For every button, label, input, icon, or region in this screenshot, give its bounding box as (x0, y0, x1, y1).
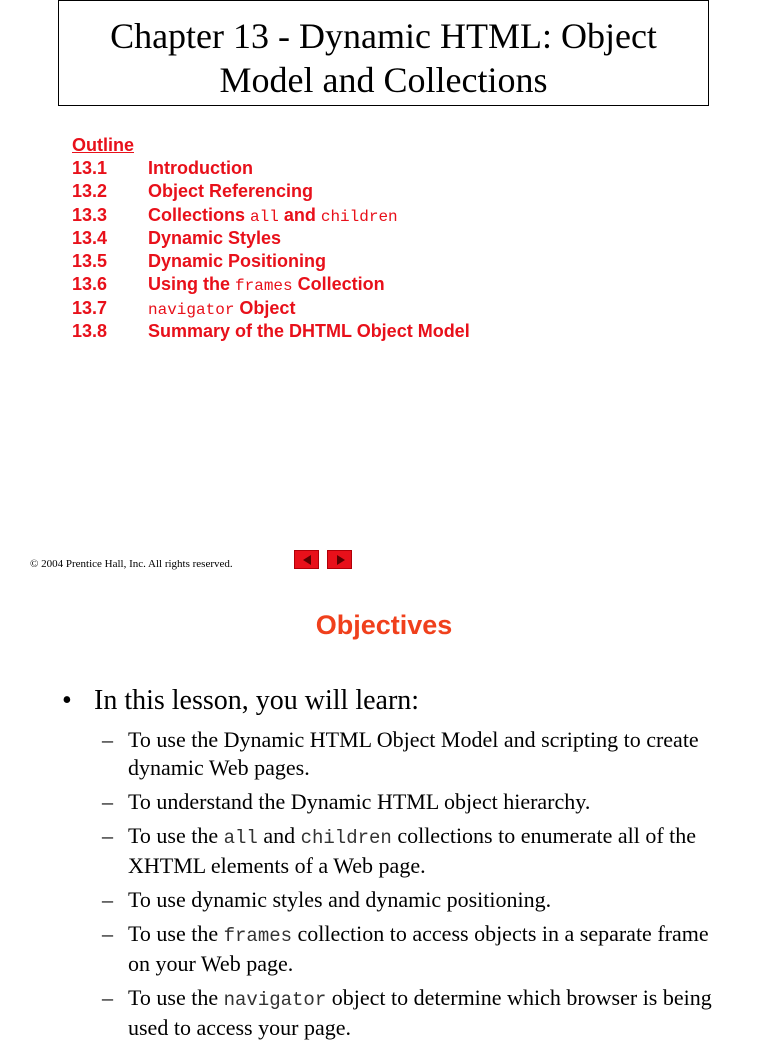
code-text: frames (235, 277, 293, 296)
text-segment: and (278, 204, 321, 225)
outline-item-number: 13.4 (72, 227, 108, 248)
outline-item-label (148, 250, 326, 273)
outline-item-number: 13.2 (72, 181, 108, 202)
text-segment: collections to enumerate all of the XHTML elements of a Web page. (128, 823, 697, 878)
code-text: children (300, 827, 392, 849)
dash-marker: – (102, 985, 113, 1010)
text-segment: Collections (148, 204, 251, 225)
text-segment: To use dynamic styles and dynamic positioning. (128, 887, 552, 912)
objective-subpoint (102, 886, 722, 914)
bullet-marker: • (62, 685, 72, 716)
outline-item-label (148, 297, 295, 322)
objective-subpoint-text (128, 823, 696, 878)
text-segment: To use the Dynamic HTML Object Model and scripting to create dynamic Web pages. (128, 727, 699, 780)
objective-subpoint (102, 726, 722, 782)
code-text: all (250, 207, 279, 226)
outline-list (72, 157, 470, 343)
dash-marker: – (102, 887, 113, 912)
text-segment: To understand the Dynamic HTML object hierarchy. (128, 789, 591, 814)
text-segment: Object Referencing (148, 181, 314, 202)
outline-item-number: 13.7 (72, 297, 108, 318)
outline-item-label (148, 204, 398, 229)
chapter-title-box (58, 0, 709, 106)
text-segment: Introduction (148, 158, 253, 178)
outline-item-number: 13.8 (72, 321, 108, 342)
text-segment: Dynamic Styles (148, 227, 282, 248)
text-segment: Using the (148, 274, 236, 295)
text-segment: Dynamic Positioning (148, 251, 327, 272)
code-text: navigator (148, 300, 235, 319)
objective-subpoint-text (128, 985, 712, 1040)
dash-marker: – (102, 727, 113, 752)
outline-item[interactable] (72, 227, 282, 250)
objectives-title: Objectives (315, 610, 453, 640)
main-bullet-text: In this lesson, you will learn: (94, 685, 420, 716)
outline-heading[interactable]: Outline (72, 135, 134, 155)
dash-marker: – (102, 789, 113, 814)
main-bullet-point (62, 684, 419, 718)
text-segment: Object (234, 297, 296, 318)
outline-item-label (148, 180, 313, 203)
outline-item-label (148, 273, 385, 298)
dash-marker: – (102, 823, 113, 848)
next-slide-button[interactable] (327, 550, 352, 569)
code-text: navigator (223, 989, 327, 1011)
text-segment: To use the (128, 921, 224, 946)
outline-item-number: 13.3 (72, 204, 108, 225)
outline-item[interactable] (72, 250, 327, 273)
code-text: all (223, 827, 258, 849)
objective-subpoint (102, 788, 722, 816)
objective-subpoint (102, 822, 722, 880)
chapter-title-line2: Model and Collections (219, 60, 548, 100)
outline-item[interactable] (72, 297, 296, 320)
outline-item[interactable] (72, 320, 470, 343)
outline-item[interactable] (72, 204, 398, 227)
outline-item-label (148, 320, 470, 343)
chapter-title-line1: Chapter 13 - Dynamic HTML: Object (110, 16, 657, 56)
code-text: frames (223, 925, 293, 947)
copyright-notice: © 2004 Prentice Hall, Inc. All rights reserved. (30, 558, 233, 570)
outline-item-number: 13.6 (72, 274, 108, 295)
dash-marker: – (102, 921, 113, 946)
text-segment: Collection (292, 274, 385, 295)
objective-subpoint (102, 984, 722, 1042)
right-triangle-icon (337, 555, 345, 565)
previous-slide-button[interactable] (294, 550, 319, 569)
text-segment: To use the (128, 985, 224, 1010)
outline-section (72, 134, 470, 343)
objective-subpoint (102, 920, 722, 978)
text-segment: Summary of the DHTML Object Model (148, 321, 470, 342)
text-segment: collection to access objects in a separate frame on your Web page. (128, 921, 709, 976)
text-segment: and (257, 823, 301, 848)
outline-item[interactable] (72, 180, 314, 203)
text-segment: object to determine which browser is being used to access your page. (128, 985, 712, 1040)
objective-subpoint-text (128, 921, 709, 976)
left-triangle-icon (303, 555, 311, 565)
outline-item[interactable] (72, 157, 253, 180)
objective-subpoint-text (128, 887, 551, 912)
code-text: children (320, 207, 398, 226)
outline-item-number: 13.1 (72, 158, 108, 178)
outline-item-number: 13.5 (72, 251, 108, 272)
text-segment: To use the (128, 823, 224, 848)
outline-item[interactable] (72, 273, 385, 296)
objectives-subpoints (102, 726, 722, 1048)
outline-item-label (148, 227, 281, 250)
objective-subpoint-text (128, 789, 590, 814)
objective-subpoint-text (128, 727, 699, 780)
outline-item-label (148, 157, 253, 180)
